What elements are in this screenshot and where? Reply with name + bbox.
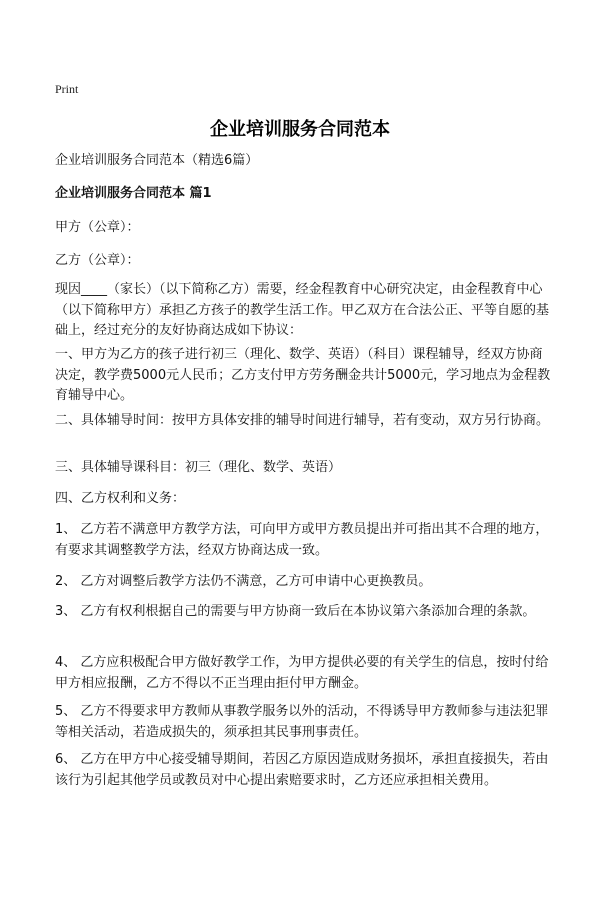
party-b-line: 乙方（公章）：: [55, 253, 140, 268]
paragraph-preamble: 现因____（家长）（以下简称乙方）需要，经金程教育中心研究决定，由金程教育中心（以下简称甲方）承担乙方孩子的教学生活工作。甲乙双方在合法公正、平等自愿的基础上，经过充分的友好协商达成如下协议：: [55, 282, 550, 338]
paragraph-clause-4: 四、乙方权利和义务：: [55, 491, 186, 506]
paragraph-clause-3: 三、具体辅导课科目：初三（理化、数学、英语）: [55, 460, 342, 475]
paragraph-item-2: 2、 乙方对调整后教学方法仍不满意，乙方可申请中心更换教员。: [55, 574, 432, 589]
document-title: 企业培训服务合同范本: [210, 119, 390, 140]
paragraph-clause-1: 一、甲方为乙方的孩子进行初三（理化、数学、英语）（科目）课程辅导，经双方协商决定，教学费5000元人民币；乙方支付甲方劳务酬金共计5000元，学习地点为金程教育辅导中心。: [55, 347, 551, 403]
section-heading: 企业培训服务合同范本 篇1: [55, 186, 212, 201]
paragraph-item-5: 5、 乙方不得要求甲方教师从事教学服务以外的活动，不得诱导甲方教师参与违法犯罪等相关活动，若造成损失的，须承担其民事刑事责任。: [55, 704, 549, 740]
print-label: Print: [55, 82, 79, 96]
paragraph-item-6: 6、 乙方在甲方中心接受辅导期间，若因乙方原因造成财务损坏，承担直接损失，若由该行为引起其他学员或教员对中心提出索赔要求时，乙方还应承担相关费用。: [55, 752, 549, 788]
document-subtitle: 企业培训服务合同范本（精选6篇）: [55, 153, 259, 168]
paragraph-item-4: 4、 乙方应积极配合甲方做好教学工作，为甲方提供必要的有关学生的信息，按时付给甲方相应报酬，乙方不得以不正当理由拒付甲方酬金。: [55, 655, 549, 691]
paragraph-item-1: 1、 乙方若不满意甲方教学方法，可向甲方或甲方教员提出并可指出其不合理的地方，有要求其调整教学方法，经双方协商达成一致。: [55, 522, 549, 558]
paragraph-item-3: 3、 乙方有权利根据自己的需要与甲方协商一致后在本协议第六条添加合理的条款。: [55, 604, 536, 619]
paragraph-clause-2: 二、具体辅导时间：按甲方具体安排的辅导时间进行辅导，若有变动，双方另行协商。: [55, 413, 550, 428]
party-a-line: 甲方（公章）：: [55, 220, 140, 235]
